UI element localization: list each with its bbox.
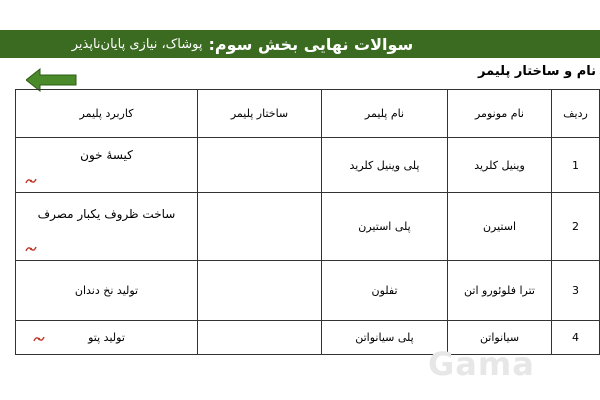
row-usage-cell	[16, 193, 198, 261]
title-bold: سوالات نهایی بخش سوم:	[208, 34, 414, 54]
row-index: 2	[552, 193, 600, 261]
row-monomer: استیرن	[448, 193, 552, 261]
row-usage: تولید پتو	[88, 331, 125, 344]
header-structure: ساختار پلیمر	[198, 90, 322, 138]
row-polymer: پلی استیرن	[322, 193, 448, 261]
row-polymer: پلی وینیل کلرید	[322, 138, 448, 193]
row-structure	[198, 138, 322, 193]
row-index: 1	[552, 138, 600, 193]
row-usage: کیسهٔ خون	[80, 148, 133, 162]
stamp-icon	[32, 334, 46, 344]
stamp-icon	[24, 176, 38, 186]
row-polymer: تفلون	[322, 261, 448, 321]
row-usage: تولید نخ دندان	[16, 261, 198, 321]
row-monomer: وینیل کلرید	[448, 138, 552, 193]
title-bar	[0, 30, 600, 58]
table-row	[16, 193, 600, 261]
table-header-row	[16, 90, 600, 138]
header-polymer: نام پلیمر	[322, 90, 448, 138]
row-structure	[198, 321, 322, 355]
header-index: ردیف	[552, 90, 600, 138]
table-row	[16, 261, 600, 321]
section-heading: نام و ساختار پلیمر	[478, 64, 596, 79]
row-structure	[198, 261, 322, 321]
title-rest: پوشاک، نیازی پایان‌ناپذیر	[71, 36, 203, 52]
row-usage-cell	[16, 321, 198, 355]
row-index: 3	[552, 261, 600, 321]
row-structure	[198, 193, 322, 261]
row-usage: ساخت ظروف یکبار مصرف	[37, 207, 176, 221]
row-polymer: پلی سیانواتن	[322, 321, 448, 355]
polymer-table	[15, 89, 600, 355]
table-row	[16, 138, 600, 193]
watermark-logo: Gama	[428, 345, 535, 383]
row-usage-cell	[16, 138, 198, 193]
header-usage: کاربرد پلیمر	[16, 90, 198, 138]
row-monomer: سیانواتن	[448, 321, 552, 355]
stamp-icon	[24, 244, 38, 254]
header-monomer: نام مونومر	[448, 90, 552, 138]
row-index: 4	[552, 321, 600, 355]
row-monomer: تترا فلوئورو اتن	[448, 261, 552, 321]
